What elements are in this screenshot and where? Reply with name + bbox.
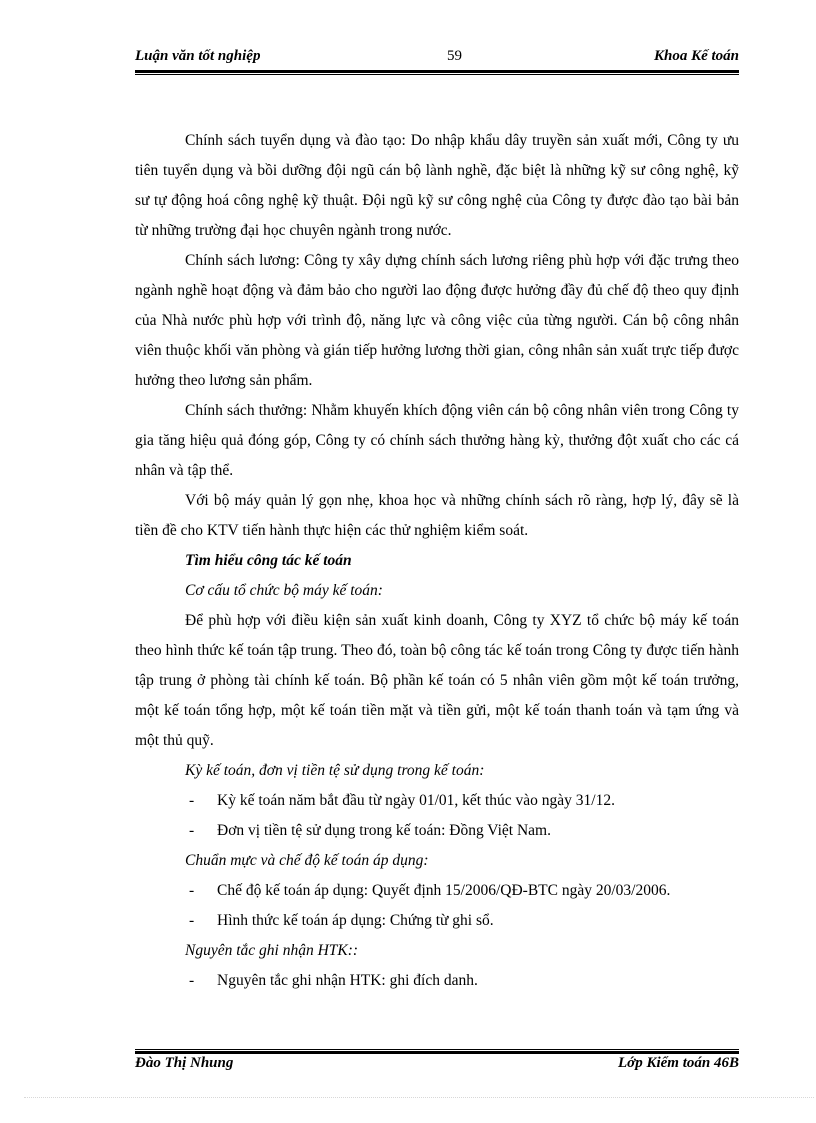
paragraph-salary-policy: Chính sách lương: Công ty xây dựng chính sách lương riêng phù hợp với đặc trưng theo ngành nghề hoạt động và đảm bảo cho người lao động được hưởng đầy đủ chế độ theo quy định của Nhà nước phù hợp với trình độ, năng lực và công việc của từng người. Cán bộ công nhân viên thuộc khối văn phòng và gián tiếp hưởng lương thời gian, công nhân sản xuất trực tiếp được hưởng theo lương sản phẩm.: [135, 252, 739, 389]
dash-bullet: -: [189, 792, 195, 809]
subheading-period: Kỳ kế toán, đơn vị tiền tệ sử dụng trong kế toán:: [185, 762, 485, 779]
header-thesis-title: Luận văn tốt nghiệp: [135, 48, 261, 64]
footer-author: Đào Thị Nhung: [135, 1055, 234, 1071]
list-item-text: Hình thức kế toán áp dụng: Chứng từ ghi sổ.: [217, 912, 494, 929]
list-item-text: Đơn vị tiền tệ sử dụng trong kế toán: Đồng Việt Nam.: [217, 822, 551, 839]
list-item: [135, 816, 739, 846]
dash-bullet: -: [189, 822, 195, 839]
paragraph-bonus-policy: Chính sách thưởng: Nhằm khuyến khích động viên cán bộ công nhân viên trong Công ty gia tăng hiệu quả đóng góp, Công ty có chính sách thưởng hàng kỳ, thưởng đột xuất cho các cá nhân và tập thể.: [135, 402, 739, 479]
page-header: [135, 48, 739, 70]
footer-class: Lớp Kiểm toán 46B: [618, 1055, 739, 1071]
subheading-standards: Chuẩn mực và chế độ kế toán áp dụng:: [185, 852, 429, 869]
footer-rule: [135, 1049, 739, 1054]
subheading-inventory: Nguyên tắc ghi nhận HTK::: [185, 942, 359, 959]
page-footer: [135, 1055, 739, 1077]
document-body: [135, 126, 739, 996]
paragraph-accounting-structure: Để phù hợp với điều kiện sản xuất kinh doanh, Công ty XYZ tổ chức bộ máy kế toán theo hình thức kế toán tập trung. Theo đó, toàn bộ công tác kế toán trong Công ty được tiến hành tập trung ở phòng tài chính kế toán. Bộ phần kế toán có 5 nhân viên gồm một kế toán trưởng, một kế toán tổng hợp, một kế toán tiền mặt và tiền gửi, một kế toán thanh toán và tạm ứng và một thủ quỹ.: [135, 612, 739, 749]
dash-bullet: -: [189, 882, 195, 899]
list-item: [135, 906, 739, 936]
header-rule: [135, 70, 739, 75]
section-heading-accounting: Tìm hiểu công tác kế toán: [185, 552, 352, 569]
list-item-text: Kỳ kế toán năm bắt đầu từ ngày 01/01, kết thúc vào ngày 31/12.: [217, 792, 615, 809]
paragraph-recruitment-policy: Chính sách tuyển dụng và đào tạo: Do nhập khẩu dây truyền sản xuất mới, Công ty ưu tiên tuyển dụng và bồi dưỡng đội ngũ cán bộ lành nghề, đặc biệt là những kỹ sư công nghệ, kỹ sư tự động hoá công nghệ kỹ thuật. Đội ngũ kỹ sư công nghệ của Công ty được đào tạo bài bản từ những trường đại học chuyên ngành trong nước.: [135, 132, 739, 239]
dash-bullet: -: [189, 972, 195, 989]
page-number: 59: [447, 48, 462, 64]
page-edge-divider: [24, 1097, 814, 1098]
list-item: [135, 876, 739, 906]
subheading-structure: Cơ cấu tổ chức bộ máy kế toán:: [185, 582, 383, 599]
dash-bullet: -: [189, 912, 195, 929]
list-item-text: Nguyên tắc ghi nhận HTK: ghi đích danh.: [217, 972, 478, 989]
header-faculty: Khoa Kế toán: [653, 48, 739, 64]
list-item: [135, 966, 739, 996]
list-item: [135, 786, 739, 816]
list-item-text: Chế độ kế toán áp dụng: Quyết định 15/2006/QĐ-BTC ngày 20/03/2006.: [217, 882, 671, 899]
paragraph-summary: Với bộ máy quản lý gọn nhẹ, khoa học và những chính sách rõ ràng, hợp lý, đây sẽ là tiền đề cho KTV tiến hành thực hiện các thử nghiệm kiểm soát.: [135, 492, 739, 539]
